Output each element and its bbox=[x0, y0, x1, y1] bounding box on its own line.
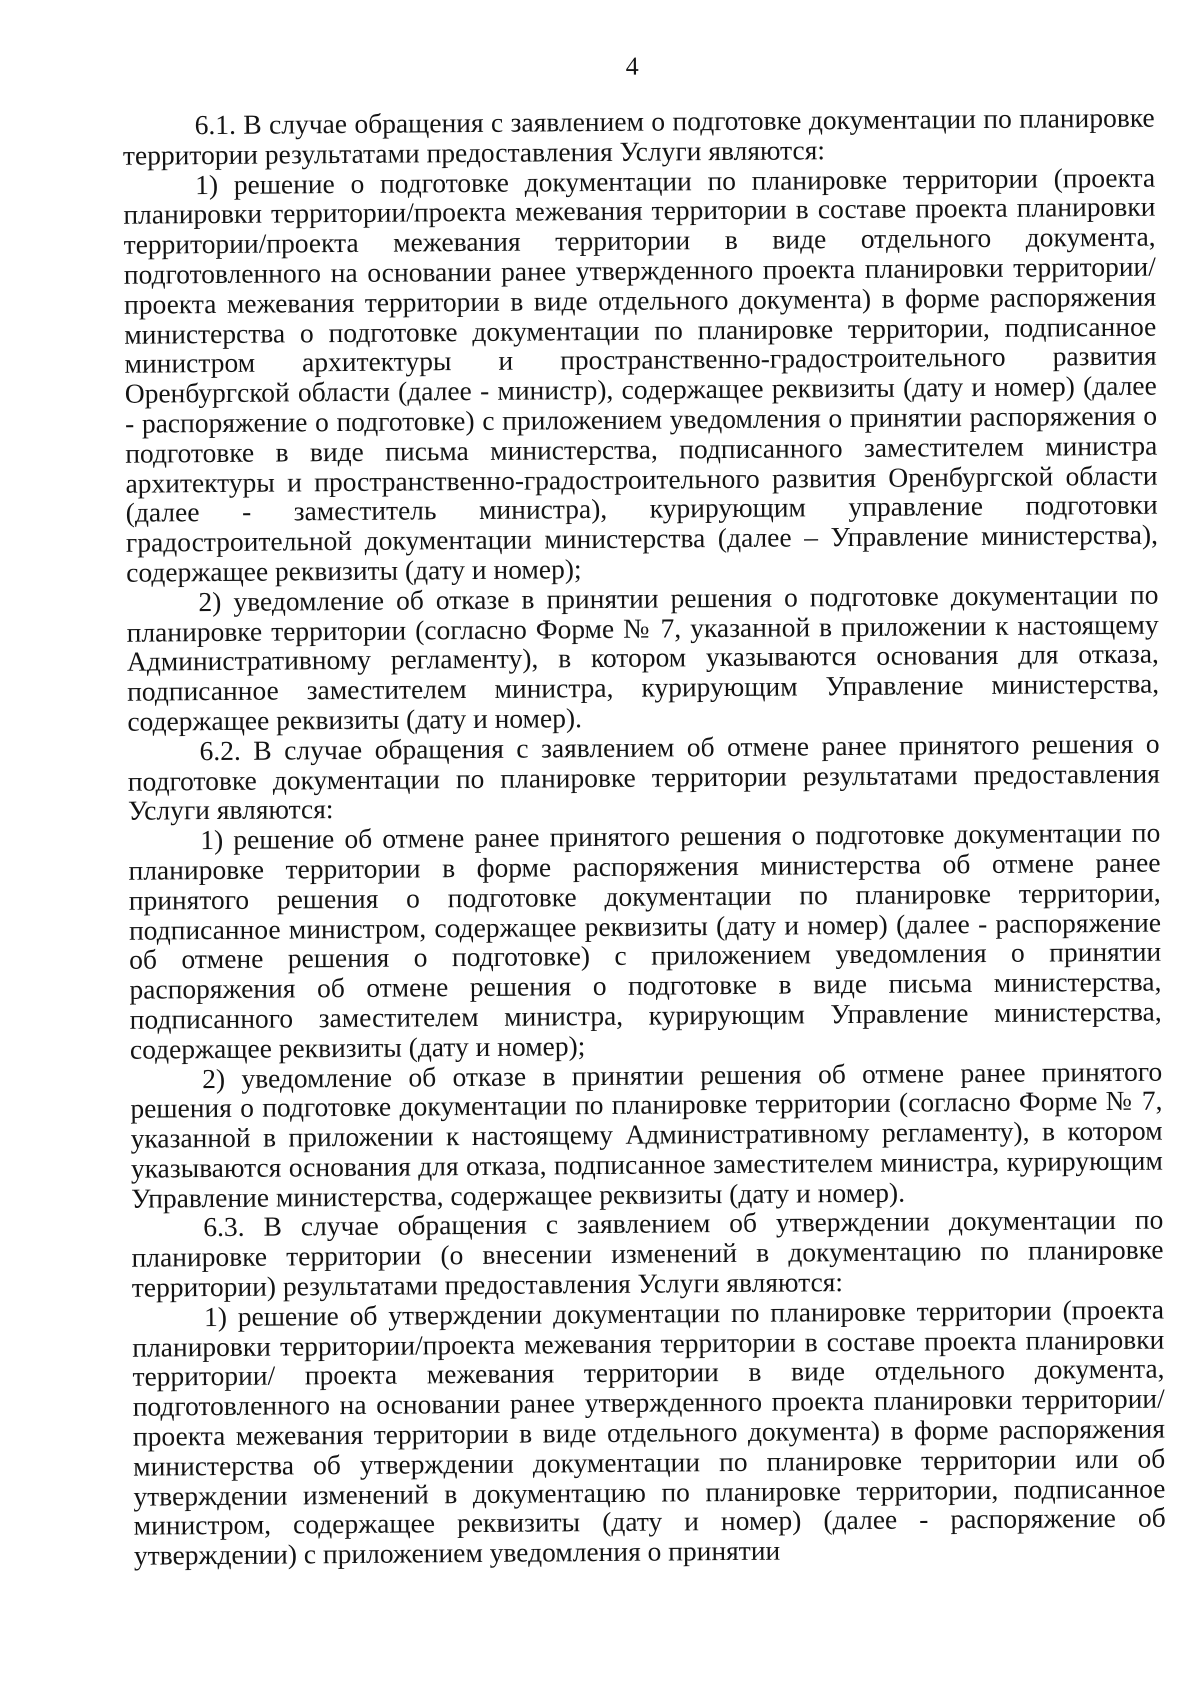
paragraph-6-3-item-1: 1) решение об утверждении документации по планировке территории (проекта планировки территории/проекта межевания территории в составе проекта планировки территории/ проекта межевания территории в виде отдельного документа, подготовленного на основании ранее утвержденного проекта планировки территории/ проекта межевания территории в виде отдельного документа) в форме распоряжения министерства об утверждении документации по планировке территории или об утверждении изменений в документацию по планировке территории, подписанное министром, содержащее реквизиты (дату и номер) (далее - распоряжение об утверждении) с приложением уведомления о принятии bbox=[132, 1293, 1166, 1571]
paragraph-6-1-item-2: 2) уведомление об отказе в принятии решения о подготовке документации по планировке территории (согласно Форме № 7, указанной в приложении к настоящему Административному регламенту), в котором указываются основания для отказа, подписанное заместителем министра, курирующим Управление министерства, содержащее реквизиты (дату и номер). bbox=[126, 578, 1160, 737]
page-number: 4 bbox=[625, 51, 639, 81]
paragraph-6-2-item-1: 1) решение об отмене ранее принятого решения о подготовке документации по планировке территории в форме распоряжения министерства об отмене ранее принятого решения о подготовке документации по планировке территории, подписанное министром, содержащее реквизиты (дату и номер) (далее - распоряжение об отмене решения о подготовке) с приложением уведомления о принятии распоряжения об отмене решения о подготовке в виде письма министерства, подписанного заместителем министра, курирующим Управление министерства, содержащее реквизиты (дату и номер); bbox=[128, 816, 1162, 1065]
paragraph-6-2-item-2: 2) уведомление об отказе в принятии решения об отмене ранее принятого решения о подготовке документации по планировке территории (согласно Форме № 7, указанной в приложении к настоящему Административному регламенту), в котором указываются основания для отказа, подписанное заместителем министра, курирующим Управление министерства, содержащее реквизиты (дату и номер). bbox=[130, 1055, 1163, 1214]
document-body bbox=[123, 103, 1166, 1571]
paragraph-6-1-item-1: 1) решение о подготовке документации по планировке территории (проекта планировки территории/проекта межевания территории в составе проекта планировки территории/проекта межевания территории в виде отдельного документа, подготовленного на основании ранее утвержденного проекта планировки территории/проекта межевания территории в виде отдельного документа) в форме распоряжения министерства о подготовке документации по планировке территории, подписанное министром архитектуры и пространственно-градостроительного развития Оренбургской области (далее - министр), содержащее реквизиты (дату и номер) (далее - распоряжение о подготовке) с приложением уведомления о принятии распоряжения о подготовке в виде письма министерства, подписанного заместителем министра архитектуры и пространственно-градостроительного развития Оренбургской области (далее - заместитель министра), курирующим управление подготовки градостроительной документации министерства (далее – Управление министерства), содержащее реквизиты (дату и номер); bbox=[123, 161, 1159, 588]
paragraph-6-3: 6.3. В случае обращения с заявлением об утверждении документации по планировке территории (о внесении изменений в документацию по планировке территории) результатами предоставления Услуги являются: bbox=[131, 1204, 1164, 1303]
paragraph-6-2: 6.2. В случае обращения с заявлением об отмене ранее принятого решения о подготовке документации по планировке территории результатами предоставления Услуги являются: bbox=[127, 727, 1160, 827]
paragraph-6-1: 6.1. В случае обращения с заявлением о подготовке документации по планировке территории результатами предоставления Услуги являются: bbox=[122, 101, 1155, 171]
